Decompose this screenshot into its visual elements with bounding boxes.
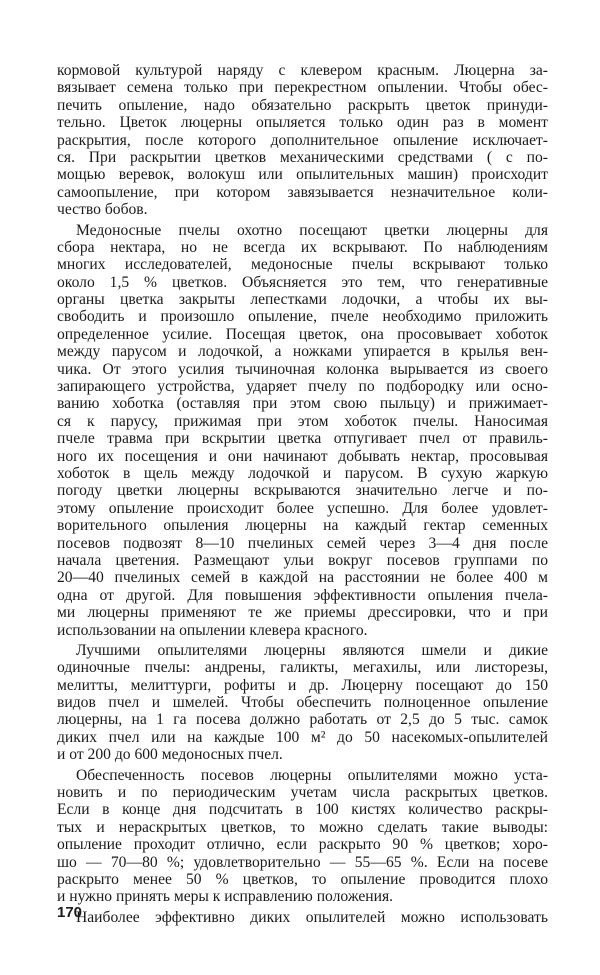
text-line: органы цветка закрыты лепестками лодочки, а чтобы их вы- [57, 291, 548, 309]
text-line: этому опыление происходит более успешно. Для более удовлет- [57, 499, 548, 517]
paragraph [57, 642, 548, 764]
text-line: хоботок в щель между лодочкой и парусом. В сухую жаркую [57, 464, 548, 482]
text-line: 20—40 пчелиных семей в каждой на расстоянии не более 400 м [57, 569, 548, 587]
text-line: многих исследователей, медоносные пчелы вскрывают только [57, 256, 548, 274]
text-line: начала цветения. Размещают ульи вокруг посевов группами по [57, 551, 548, 569]
text-line: чика. От этого усилия тычиночная колонка вырывается из своего [57, 360, 548, 378]
text-line: ванию хоботка (оставляя при этом свою пыльцу) и прижимает- [57, 395, 548, 413]
text-line: между парусом и лодочкой, а ножками упирается в крылья вен- [57, 343, 548, 361]
text-line: посевов подвозят 8—10 пчелиных семей через 3—4 дня после [57, 534, 548, 552]
text-line: Наиболее эффективно диких опылителей можно использовать [76, 908, 548, 926]
text-line: чество бобов. [57, 201, 148, 219]
text-line: Лучшими опылителями люцерны являются шмели и дикие [76, 641, 548, 659]
text-line: и от 200 до 600 медоносных пчел. [57, 746, 283, 764]
text-line: раскрытия, после которого дополнительное опыление исключает- [57, 131, 548, 149]
text-line: сбора нектара, но не всегда их вскрывают. По наблюдениям [57, 238, 548, 256]
text-line: Медоносные пчелы охотно посещают цветки люцерны для [76, 221, 548, 239]
paragraph [57, 222, 548, 639]
text-line: и нужно принять меры к исправлению положения. [57, 888, 394, 906]
text-line: мощью веревок, волокуш или опылительных машин) происходит [57, 166, 548, 184]
text-line: печить опыление, надо обязательно раскрыть цветок принуди- [57, 96, 548, 114]
text-line: около 1,5 % цветков. Объясняется это тем, что генеративные [57, 273, 548, 291]
text-line: одна от другой. Для повышения эффективности опыления пчела- [57, 586, 548, 604]
text-line: ного их посещения и они начинают добывать нектар, просовывая [57, 447, 548, 465]
page-body [57, 62, 548, 929]
text-line: погоду цветки люцерны вскрываются значительно легче и по- [57, 482, 548, 500]
text-line: новить и по периодическим учетам числа раскрытых цветков. [57, 784, 548, 802]
text-line: определенное усилие. Посещая цветок, она просовывает хоботок [57, 325, 548, 343]
text-line: свободить и произошло опыление, пчеле необходимо приложить [57, 308, 548, 326]
text-line: ся. При раскрытии цветков механическими средствами ( с по- [57, 148, 548, 166]
text-line: раскрыто менее 50 % цветков, то опыление проводится плохо [57, 870, 548, 888]
text-line: Обеспеченность посевов люцерны опылителями можно уста- [76, 766, 548, 784]
text-line: тельно. Цветок люцерны опыляется только один раз в момент [57, 114, 548, 132]
text-line: запирающего устройства, ударяет пчелу по подбородку или осно- [57, 378, 548, 396]
paragraph [57, 767, 548, 906]
text-line: кормовой культурой наряду с клевером красным. Люцерна за- [57, 62, 548, 79]
page-number: 170 [57, 904, 83, 921]
text-line: тых и нераскрытых цветков, то можно сделать такие выводы: [57, 818, 548, 836]
text-line: мелитты, мелиттурги, рофиты и др. Люцерну посещают до 150 [57, 676, 548, 694]
text-line: диких пчел или на каждые 100 м² до 50 насекомых-опылителей [57, 728, 548, 746]
text-line: Если в конце дня подсчитать в 100 кистях количество раскры- [57, 801, 548, 819]
text-line: пчеле травма при вскрытии цветка отпугивает пчел от правиль- [57, 430, 548, 448]
text-line: опыление проходит отлично, если раскрыто 90 % цветков; хоро- [57, 836, 548, 854]
text-line: шо — 70—80 %; удовлетворительно — 55—65 %. Если на посеве [57, 853, 548, 871]
text-line: ворительного опыления люцерны на каждый гектар семенных [57, 517, 548, 535]
text-line: ми люцерны применяют те же приемы дрессировки, что и при [57, 604, 548, 622]
paragraph [57, 909, 548, 926]
text-line: вязывает семена только при перекрестном опылении. Чтобы обес- [57, 79, 548, 97]
text-line: ся к парусу, прижимая при этом хоботок пчелы. Наносимая [57, 412, 548, 430]
text-line: одиночные пчелы: андрены, галикты, мегахилы, или листорезы, [57, 659, 548, 677]
text-line: люцерны, на 1 га посева должно работать от 2,5 до 5 тыс. самок [57, 711, 548, 729]
text-line: использовании на опылении клевера красного. [57, 621, 368, 639]
paragraph [57, 62, 548, 219]
text-line: самоопыление, при котором завязывается незначительное коли- [57, 183, 548, 201]
text-line: видов пчел и шмелей. Чтобы обеспечить полноценное опыление [57, 694, 548, 712]
